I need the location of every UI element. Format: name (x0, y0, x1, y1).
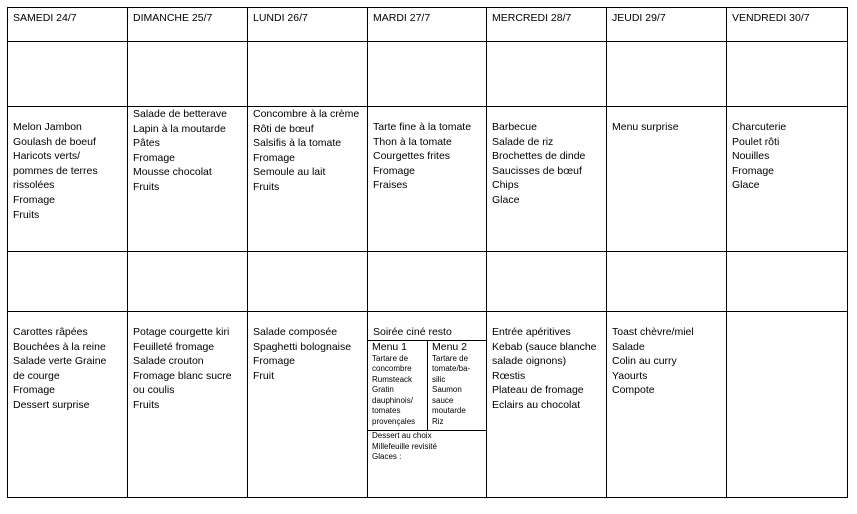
empty-cell (487, 252, 607, 312)
cine-dessert-block (368, 431, 486, 463)
menu-item: Compote (612, 384, 655, 397)
menu-item: Fromage (133, 151, 176, 164)
empty-cell (368, 252, 487, 312)
empty-cell (368, 42, 487, 107)
dinner-cell (727, 312, 848, 498)
menu-item: Thon à la tomate (373, 135, 452, 148)
lunch-cell (248, 107, 368, 252)
menu-item: Fruits (253, 180, 280, 193)
weekly-menu-table (7, 7, 848, 498)
cine-menu-item: Tartare de (372, 353, 409, 363)
menu-item: Fromage (732, 164, 775, 177)
cine-dessert-item: Dessert au choix (372, 431, 432, 441)
menu-item: Fruits (133, 180, 160, 193)
menu-item: Rœstis (492, 369, 526, 382)
menu-item: Saucisses de bœuf (492, 164, 582, 177)
cine-menu-item: provençales (372, 416, 416, 426)
cine-menu-item: Saumon (432, 385, 462, 395)
lunch-cell (368, 107, 487, 252)
menu-item: Lapin à la moutarde (133, 122, 226, 135)
menu-item: Dessert surprise (13, 398, 90, 411)
menu-item: Poulet rôti (732, 135, 780, 148)
menu-item: Yaourts (612, 369, 648, 382)
menu-item: Carottes râpées (13, 326, 88, 338)
menu-item: rissolées (13, 179, 55, 192)
menu-item: Plateau de fromage (492, 384, 584, 397)
cine-menu-item: dauphinois/ (372, 395, 413, 405)
menu-item: de courge (13, 369, 60, 382)
cine-menu-item: tomate/ba- (432, 364, 471, 374)
day-header-row (8, 8, 848, 42)
cine-menu-item: Rumsteack (372, 374, 413, 384)
menu-item: Salade verte Graine (13, 355, 107, 368)
menu-item: pommes de terres (13, 164, 98, 177)
day-header: DIMANCHE 25/7 (128, 8, 248, 42)
menu-item: Glace (492, 193, 520, 206)
menu-item: Fromage (13, 193, 56, 206)
menu-item: Semoule au lait (253, 166, 326, 179)
menu-item: Haricots verts/ (13, 150, 81, 163)
menu-item: Brochettes de dinde (492, 150, 586, 163)
lunch-cell (8, 107, 128, 252)
empty-cell (128, 252, 248, 312)
menu-item: Fruit (253, 369, 274, 382)
menu-item: Eclairs au chocolat (492, 398, 581, 411)
cine-menu-item: moutarde (432, 406, 466, 416)
empty-cell (487, 42, 607, 107)
dinner-cell (248, 312, 368, 498)
menu-item: Kebab (sauce blanche (492, 340, 597, 353)
menu-item: Fromage (373, 164, 416, 177)
menu-item: Salsifis à la tomate (253, 137, 342, 150)
cine-menu-item: sauce (432, 395, 454, 405)
menu-item: Salade crouton (133, 355, 204, 368)
cine-menu-item: tomates (372, 406, 401, 416)
empty-cell (8, 252, 128, 312)
menu-item: Glace (732, 179, 760, 192)
menu-item: Fromage blanc sucre (133, 369, 232, 382)
dinner-cell (487, 312, 607, 498)
menu-item: Entrée apéritives (492, 326, 571, 338)
menu-item: Concombre à la crème (253, 108, 360, 120)
empty-cell (8, 42, 128, 107)
menu-item: Colin au curry (612, 355, 677, 368)
menu-item: Goulash de boeuf (13, 135, 96, 148)
cine-menu-grid (368, 340, 486, 432)
cine-menu-item: silic (432, 374, 446, 384)
day-header: JEUDI 29/7 (607, 8, 727, 42)
cine-menu-item: Riz (432, 416, 444, 426)
day-header: MARDI 27/7 (368, 8, 487, 42)
menu-item: Melon Jambon (13, 121, 82, 133)
menu-item: Charcuterie (732, 121, 787, 133)
menu-item: Pâtes (133, 137, 160, 150)
menu-item: Fromage (13, 384, 56, 397)
menu-item: Salade de riz (492, 135, 554, 148)
menu-item: Salade de betterave (133, 108, 227, 120)
menu-item: Fromage (253, 355, 296, 368)
menu-item: ou coulis (133, 384, 175, 397)
menu-item: Rôti de bœuf (253, 122, 314, 135)
empty-cell (607, 42, 727, 107)
cine-menu-label: Menu 1 (372, 340, 408, 353)
day-header: LUNDI 26/7 (248, 8, 368, 42)
day-header: VENDREDI 30/7 (727, 8, 848, 42)
menu-item: Chips (492, 179, 519, 192)
empty-cell (727, 42, 848, 107)
menu-item: Salade (612, 340, 645, 353)
lunch-cell (607, 107, 727, 252)
menu-item: Fromage (253, 151, 296, 164)
empty-cell (727, 252, 848, 312)
cine-menu-1 (368, 341, 427, 431)
cine-dessert-item: Glaces : (372, 452, 402, 462)
menu-item: Feuilleté fromage (133, 340, 215, 353)
empty-cell (607, 252, 727, 312)
dinner-cell (128, 312, 248, 498)
menu-item: Menu surprise (612, 121, 679, 133)
lunch-row (8, 107, 848, 252)
cine-title: Soirée ciné resto (373, 326, 452, 338)
menu-item: Spaghetti bolognaise (253, 340, 352, 353)
menu-item: Tarte fine à la tomate (373, 121, 472, 133)
cine-menu-item: concombre (372, 364, 412, 374)
dinner-row (8, 312, 848, 498)
cine-resto-cell (368, 312, 487, 498)
menu-item: Toast chèvre/miel (612, 326, 694, 338)
day-header: MERCREDI 28/7 (487, 8, 607, 42)
empty-cell (128, 42, 248, 107)
dinner-cell (607, 312, 727, 498)
menu-item: Bouchées à la reine (13, 340, 106, 353)
empty-cell (248, 42, 368, 107)
lunch-cell (487, 107, 607, 252)
cine-menu-item: Tartare de (432, 353, 469, 363)
menu-item: Barbecue (492, 121, 537, 133)
lunch-cell (727, 107, 848, 252)
menu-item: Salade composée (253, 326, 338, 338)
menu-item: Nouilles (732, 150, 770, 163)
cine-menu-item: Gratin (372, 385, 394, 395)
menu-item: Mousse chocolat (133, 166, 212, 179)
cine-dessert-item: Millefeuille revisité (372, 441, 437, 451)
cine-menu-label: Menu 2 (432, 340, 468, 353)
menu-item: Fraises (373, 179, 408, 192)
empty-cell (248, 252, 368, 312)
blank-row (8, 252, 848, 312)
menu-item: salade oignons) (492, 355, 567, 368)
menu-item: Fruits (133, 398, 160, 411)
day-header: SAMEDI 24/7 (8, 8, 128, 42)
lunch-cell (128, 107, 248, 252)
cine-menu-2 (427, 341, 486, 431)
menu-item: Fruits (13, 208, 40, 221)
blank-row (8, 42, 848, 107)
menu-item: Courgettes frites (373, 150, 451, 163)
menu-item: Potage courgette kiri (133, 326, 230, 338)
dinner-cell (8, 312, 128, 498)
